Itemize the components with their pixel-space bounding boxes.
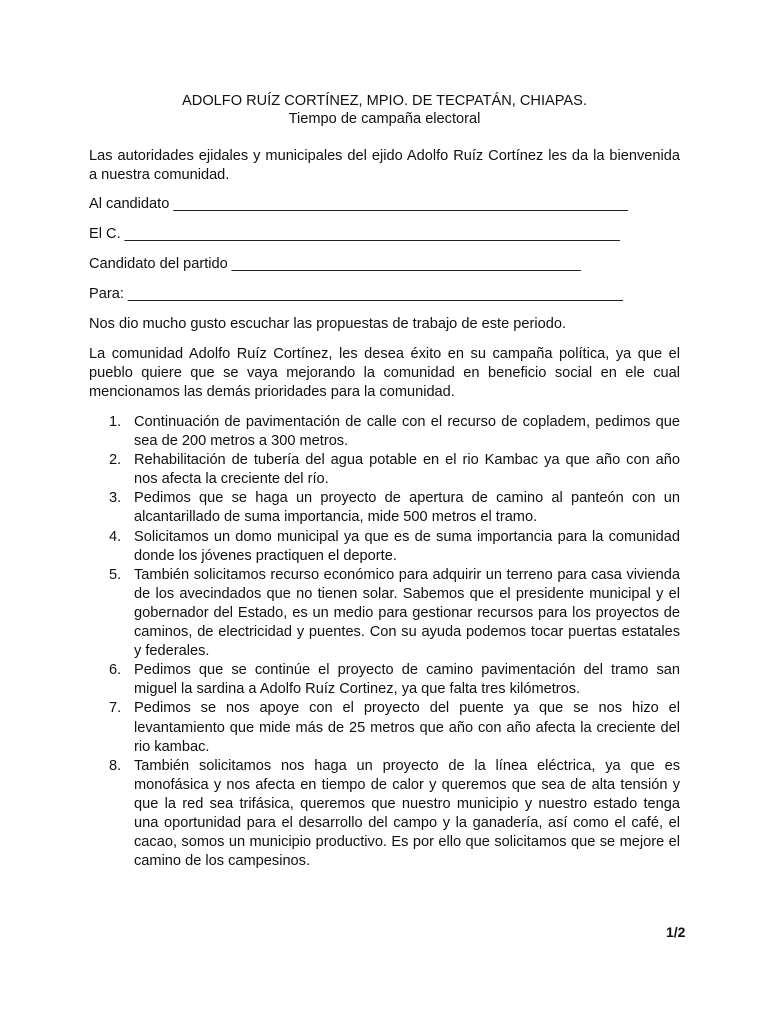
field-candidato: Al candidato ________________________________________________________ <box>89 196 628 212</box>
list-item-text: Solicitamos un domo municipal ya que es de suma importancia para la comunidad donde los jóvenes practiquen el deporte. <box>134 528 680 564</box>
field-partido: Candidato del partido ___________________________________________ <box>89 256 581 272</box>
list-item-text: Pedimos que se continúe el proyecto de camino pavimentación del tramo san miguel la sardina a Adolfo Ruíz Cortinez, ya que falta tres kilómetros. <box>134 662 680 698</box>
document-title: ADOLFO RUÍZ CORTÍNEZ, MPIO. DE TECPATÁN, CHIAPAS. <box>182 93 587 109</box>
list-item-number: 5. <box>109 566 122 583</box>
document-subtitle: Tiempo de campaña electoral <box>288 111 481 127</box>
list-item-number: 3. <box>109 490 122 507</box>
list-item-number: 2. <box>109 452 122 469</box>
list-item <box>89 451 680 489</box>
list-item-text: Pedimos que se haga un proyecto de apertura de camino al panteón con un alcantarillado de suma importancia, mide 500 metros el tramo. <box>134 490 680 526</box>
list-item-number: 1. <box>109 414 122 430</box>
list-item <box>89 413 680 451</box>
list-item-text: Continuación de pavimentación de calle con el recurso de copladem, pedimos que sea de 200 metros a 300 metros. <box>134 414 680 450</box>
list-item <box>89 528 680 566</box>
field-c: El C. _____________________________________________________________ <box>89 226 620 242</box>
list-item-number: 7. <box>109 700 122 717</box>
document-page <box>89 92 680 871</box>
document-header <box>89 92 680 128</box>
gusto-paragraph: Nos dio mucho gusto escuchar las propuestas de trabajo de este periodo. <box>89 316 567 332</box>
list-item <box>89 757 680 872</box>
list-item-text: Pedimos se nos apoye con el proyecto del puente ya que se nos hizo el levantamiento que mide más de 25 metros que año con año afecta la creciente del rio kambac. <box>134 700 680 755</box>
list-item-text: También solicitamos nos haga un proyecto de la línea eléctrica, ya que es monofásica y nos afecta en tiempo de calor y queremos que sea de alta tensión y que la red sea trifásica, queremos que nuestro municipio y nuestro estado tenga una oportunidad para el desarrollo del campo y la ganadería, así como el café, el cacao, somos un municipio productivo. Es por ello que solicitamos que se mejore el camino de los campesinos. <box>134 757 680 870</box>
priorities-list <box>89 413 680 871</box>
list-item <box>89 489 680 527</box>
list-item-number: 6. <box>109 662 122 679</box>
list-item-text: Rehabilitación de tubería del agua potable en el rio Kambac ya que año con año nos afecta la creciente del río. <box>134 452 680 488</box>
list-item <box>89 699 680 756</box>
page-number: 1/2 <box>666 924 686 940</box>
list-item-number: 8. <box>109 757 122 774</box>
list-item-text: También solicitamos recurso económico para adquirir un terreno para casa vivienda de los avecindados que no tienen solar. Sabemos que el presidente municipal y el gobernador del Estado, es un medio para gestionar recursos para los proyectos de caminos, de electricidad y puentes. Con su ayuda podemos tocar puertas estatales y federales. <box>134 566 680 660</box>
exito-paragraph: La comunidad Adolfo Ruíz Cortínez, les desea éxito en su campaña política, ya que el pueblo quiere que se vaya mejorando la comunidad en beneficio social en ele cual mencionamos las demás prioridades para la comunidad. <box>89 346 680 400</box>
list-item <box>89 661 680 699</box>
list-item <box>89 566 680 661</box>
field-para: Para: _____________________________________________________________ <box>89 286 624 302</box>
intro-paragraph: Las autoridades ejidales y municipales del ejido Adolfo Ruíz Cortínez les da la bienvenida a nuestra comunidad. <box>89 148 680 183</box>
list-item-number: 4. <box>109 528 122 545</box>
